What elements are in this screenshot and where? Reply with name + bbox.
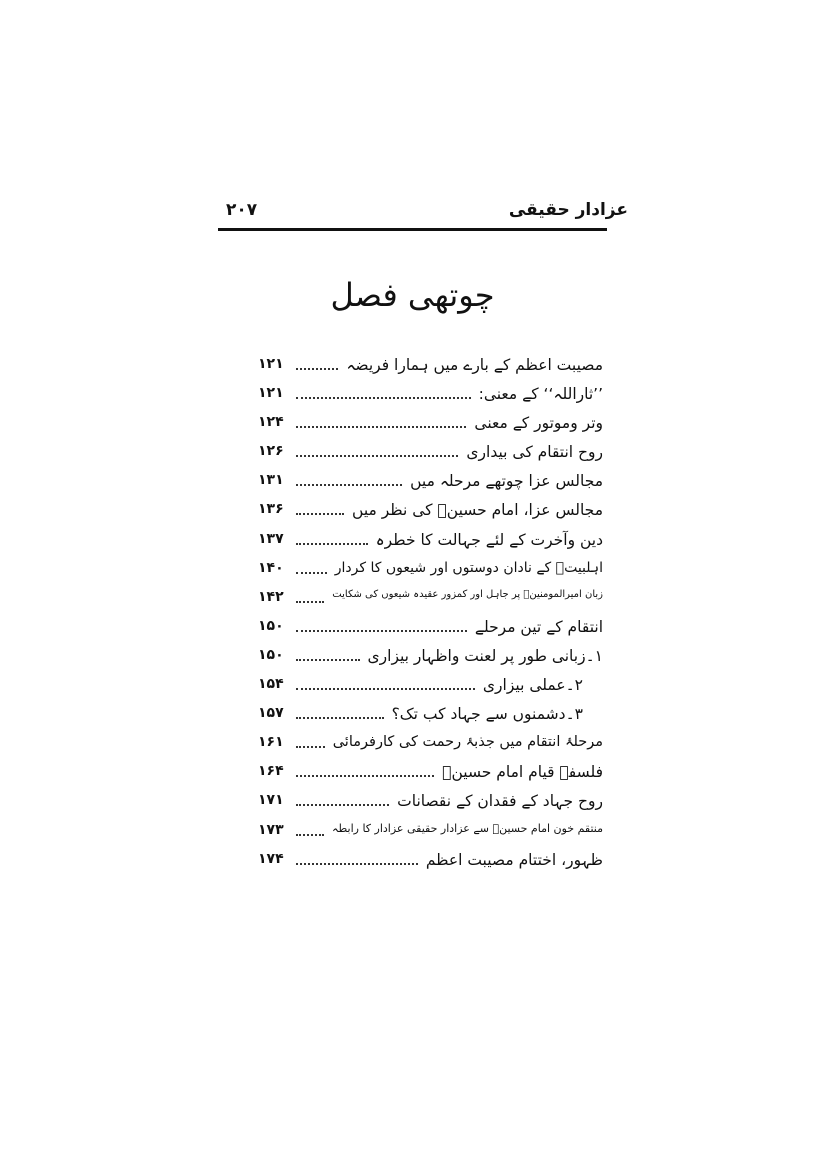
toc-dot-leader [296, 834, 324, 836]
toc-dot-leader [296, 572, 327, 574]
header-rule [218, 228, 607, 231]
toc-dot-leader [296, 397, 471, 399]
toc-entry [258, 412, 603, 441]
toc-entry-title: ۱۔زبانی طور پر لعنت واظہار بیزاری [367, 646, 603, 665]
toc-entry [258, 790, 603, 819]
toc-entry-title: انتقام کے تین مرحلے [474, 617, 603, 636]
toc-entry-title: اہلبیتؑ کے نادان دوستوں اور شیعوں کا کردار [334, 559, 603, 576]
toc-entry-title: ’’ثاراللہ‘‘ کے معنی: [478, 385, 603, 404]
toc-dot-leader [296, 426, 466, 428]
toc-dot-leader [296, 804, 389, 806]
toc-entry-page: ۱۳۶ [258, 501, 284, 518]
toc-entry-page: ۱۲۱ [258, 356, 284, 372]
toc-entry-page: ۱۲۶ [258, 443, 284, 460]
chapter-title: چوتھی فصل [330, 276, 495, 314]
toc-entry-title: ۳۔دشمنوں سے جہاد کب تک؟ [391, 705, 583, 724]
toc-entry-page: ۱۶۴ [258, 763, 284, 780]
toc-entry-title: ۲۔عملی بیزاری [482, 676, 583, 695]
toc-dot-leader [296, 775, 434, 777]
toc-entry [258, 441, 603, 470]
toc-entry-title: فلسفۂ قیام امام حسینؑ [442, 763, 603, 782]
toc-entry-title: روح جہاد کے فقدان کے نقصانات [397, 792, 603, 811]
toc-entry [258, 849, 603, 878]
toc-entry-page: ۱۴۲ [258, 588, 284, 605]
toc-entry-title: منتقم خون امام حسینؑ سے عزادار حقیقی عزادار کا رابطہ [332, 821, 603, 835]
toc-dot-leader [296, 601, 324, 603]
toc-entry-title: وتر وموتور کے معنی [474, 414, 603, 433]
toc-dot-leader [296, 513, 344, 515]
toc-entry [258, 470, 603, 499]
toc-entry [258, 820, 603, 849]
toc-entry [258, 674, 603, 703]
toc-entry-page: ۱۶۱ [258, 734, 284, 751]
toc-dot-leader [296, 368, 338, 370]
toc-entry [258, 354, 603, 383]
toc-entry-page: ۱۵۰ [258, 646, 284, 663]
toc-dot-leader [296, 659, 360, 661]
toc-entry-page: ۱۵۷ [258, 705, 284, 722]
toc-entry-title: دین وآخرت کے لئے جہالت کا خطرہ [375, 530, 603, 549]
running-title: عزادار حقیقی [508, 200, 628, 220]
toc-entry-page: ۱۲۱ [258, 385, 284, 402]
toc-entry [258, 761, 603, 790]
page-number: ۲۰۷ [226, 200, 258, 220]
toc-entry-page: ۱۲۴ [258, 414, 284, 431]
toc-entry-page: ۱۵۰ [258, 617, 284, 634]
toc-entry-page: ۱۷۱ [258, 792, 284, 809]
toc-entry [258, 703, 603, 732]
toc-entry-title: روح انتقام کی بیداری [466, 443, 603, 462]
toc-entry-page: ۱۵۴ [258, 676, 284, 693]
toc-entry-page: ۱۷۴ [258, 850, 284, 867]
toc-entry-title: مجالس عزا، امام حسینؑ کی نظر میں [352, 501, 603, 520]
table-of-contents [258, 354, 603, 878]
toc-dot-leader [296, 863, 418, 865]
toc-entry-title: مصیبت اعظم کے بارے میں ہمارا فریضہ [346, 356, 603, 374]
toc-entry-page: ۱۳۱ [258, 472, 284, 489]
toc-entry [258, 587, 603, 616]
toc-entry [258, 558, 603, 587]
toc-entry [258, 499, 603, 528]
toc-dot-leader [296, 746, 325, 748]
toc-entry-title: زبان امیرالمومنینؑ پر جاہل اور کمزور عقیدہ شیعوں کی شکایت [332, 588, 603, 600]
toc-dot-leader [296, 630, 467, 632]
toc-dot-leader [296, 688, 475, 690]
toc-dot-leader [296, 484, 402, 486]
toc-entry [258, 383, 603, 412]
toc-entry [258, 616, 603, 645]
toc-entry [258, 529, 603, 558]
toc-entry [258, 645, 603, 674]
toc-dot-leader [296, 543, 368, 545]
toc-entry-title: مرحلۂ انتقام میں جذبۂ رحمت کی کارفرمائی [332, 734, 603, 751]
toc-dot-leader [296, 455, 458, 457]
toc-entry-page: ۱۴۰ [258, 559, 284, 576]
toc-entry-page: ۱۳۷ [258, 530, 284, 547]
toc-dot-leader [296, 717, 384, 719]
toc-entry-title: مجالس عزا چوتھے مرحلہ میں [410, 472, 603, 491]
toc-entry-title: ظہور، اختتام مصیبت اعظم [425, 850, 603, 869]
toc-entry-page: ۱۷۳ [258, 821, 284, 838]
toc-entry [258, 732, 603, 761]
